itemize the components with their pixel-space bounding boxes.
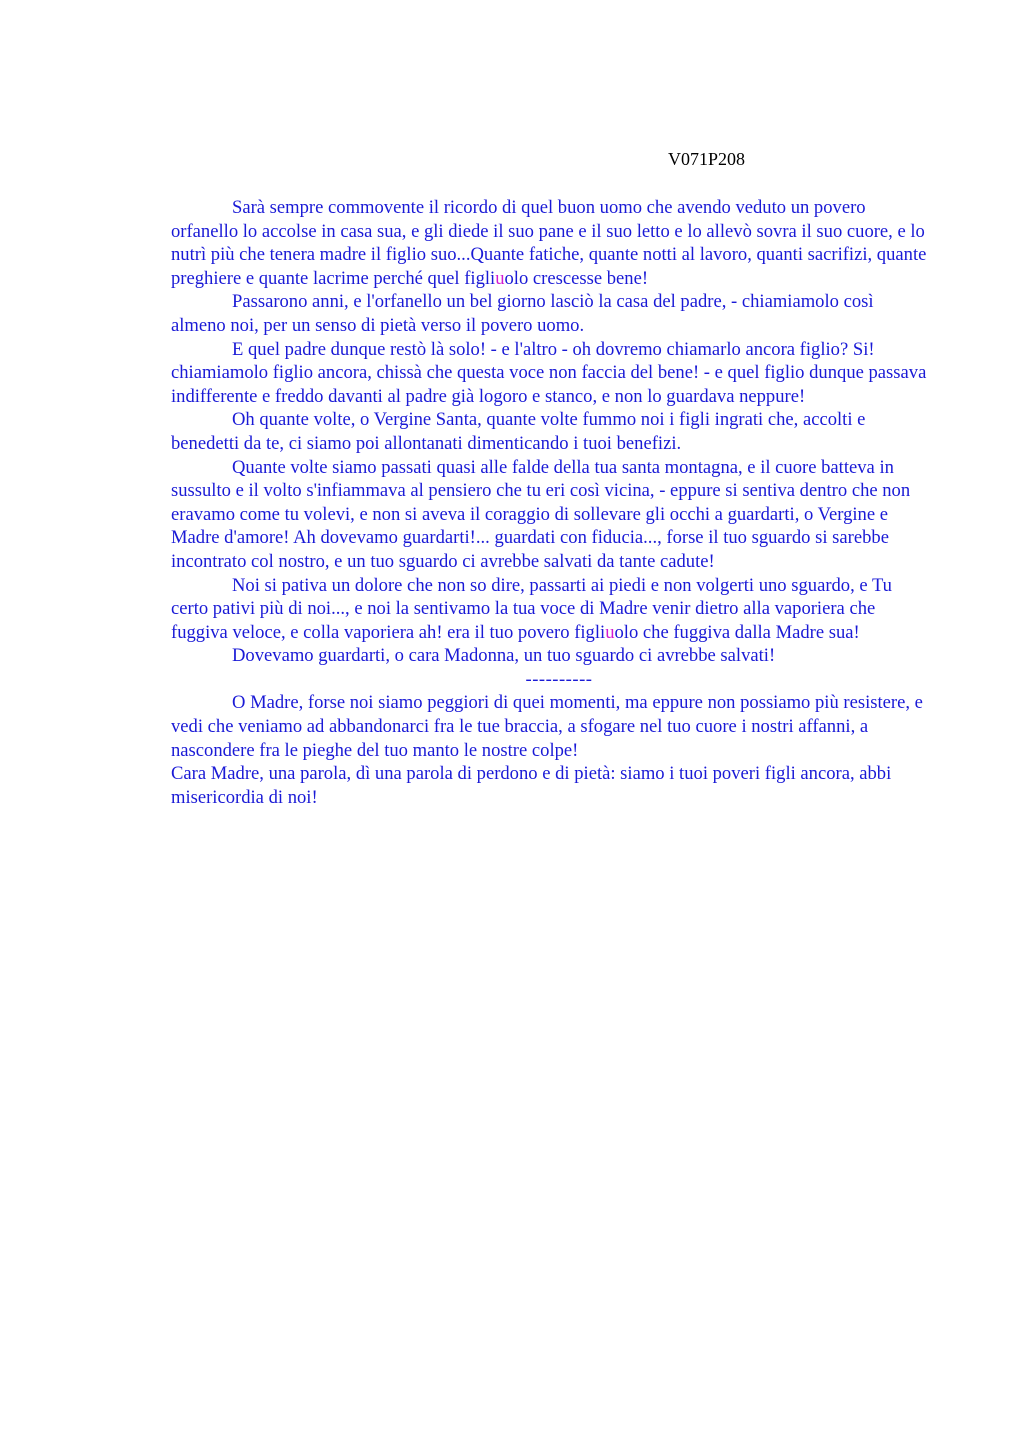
paragraph xyxy=(171,456,931,574)
text-segment: Dovevamo guardarti, o cara Madonna, un tuo sguardo ci avrebbe salvati! xyxy=(232,645,776,667)
section-separator: ---------- xyxy=(525,668,593,690)
paragraph xyxy=(171,196,931,290)
text-segment: Noi si pativa un dolore che non so dire, passarti ai piedi e non volgerti uno sguardo, e Tu certo pativi più di noi..., e noi la sentivamo la tua voce di Madre venir dietro alla vaporiera che fuggiva veloce, e colla vaporiera ah! era il tuo povero figli xyxy=(171,574,892,643)
highlighted-letter: u xyxy=(605,621,615,643)
paragraph xyxy=(171,408,931,455)
text-segment: O Madre, forse noi siamo peggiori di quei momenti, ma eppure non possiamo più resistere, e vedi che veniamo ad abbandonarci fra le tue braccia, a sfogare nel tuo cuore i nostri affanni, a nascondere fra le pieghe del tuo manto le nostre colpe! xyxy=(171,692,923,761)
paragraph xyxy=(171,338,931,409)
paragraph xyxy=(171,644,931,668)
text-segment: E quel padre dunque restò là solo! - e l'altro - oh dovremo chiamarlo ancora figlio? Si! chiamiamolo figlio ancora, chissà che questa voce non faccia del bene! - e quel figlio dunque passava indifferente e freddo davanti al padre già logoro e stanco, e non lo guardava neppure! xyxy=(171,338,927,407)
text-segment: Quante volte siamo passati quasi alle falde della tua santa montagna, e il cuore batteva in sussulto e il volto s'infiammava al pensiero che tu eri così vicina, - eppure si sentiva dentro che non eravamo come tu volevi, e non si aveva il coraggio di sollevare gli occhi a guardarti, o Vergine e Madre d'amore! Ah dovevamo guardarti!... guardati con fiducia..., forse il tuo sguardo si sarebbe incontrato col nostro, e un tuo sguardo ci avrebbe salvati da tante cadute! xyxy=(171,456,911,572)
text-segment: olo che fuggiva dalla Madre sua! xyxy=(614,621,860,643)
highlighted-letter: u xyxy=(495,267,505,289)
text-segment: Sarà sempre commovente il ricordo di quel buon uomo che avendo veduto un povero orfanello lo accolse in casa sua, e gli diede il suo pane e il suo letto e lo allevò sovra il suo cuore, e lo nutrì più che tenera madre il figlio suo...Quante fatiche, quante notti al lavoro, quanti sacrifizi, quante preghiere e quante lacrime perché quel figli xyxy=(171,197,927,289)
paragraph xyxy=(171,574,931,645)
paragraph xyxy=(171,691,931,762)
text-segment: Cara Madre, una parola, dì una parola di perdono e di pietà: siamo i tuoi poveri figli ancora, abbi misericordia di noi! xyxy=(171,763,892,808)
paragraph xyxy=(171,290,931,337)
text-segment: olo crescesse bene! xyxy=(504,267,649,289)
text-segment: Passarono anni, e l'orfanello un bel giorno lasciò la casa del padre, - chiamiamolo così almeno noi, per un senso di pietà verso il povero uomo. xyxy=(171,291,874,336)
text-segment: Oh quante volte, o Vergine Santa, quante volte fummo noi i figli ingrati che, accolti e benedetti da te, ci siamo poi allontanati dimenticando i tuoi benefizi. xyxy=(171,409,866,454)
paragraph xyxy=(171,762,931,809)
page-id: V071P208 xyxy=(668,149,746,169)
document-body xyxy=(171,196,931,809)
